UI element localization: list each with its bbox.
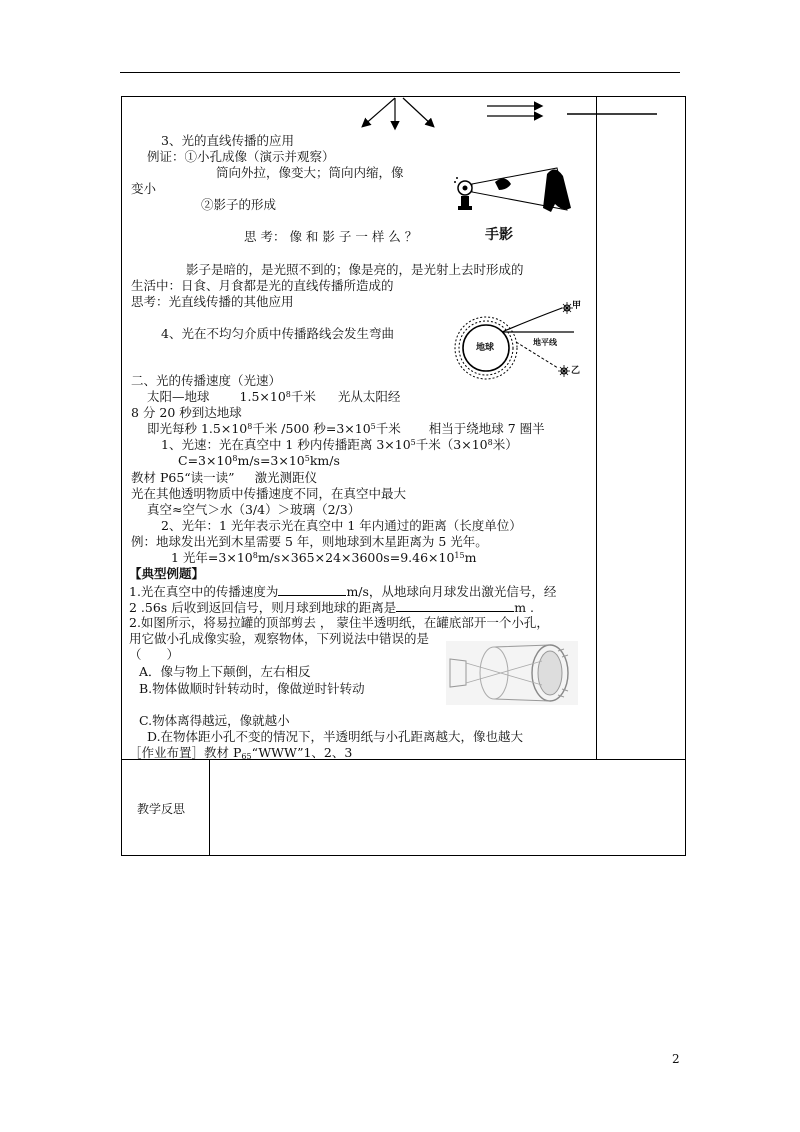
shadow-explanation: 影子是暗的，是光照不到的；像是亮的，是光射上去时形成的 <box>186 262 524 277</box>
equivalent-laps: 相当于绕地球 7 圈半 <box>428 421 545 436</box>
light-rays-figure <box>355 96 675 132</box>
laser-rangefinder: 激光测距仪 <box>254 470 318 485</box>
section-3-shadow: ②影子的形成 <box>201 197 277 212</box>
answer-blank-distance[interactable] <box>396 599 514 612</box>
page-number: 2 <box>672 1052 680 1066</box>
option-b: B.物体做顺时针转动时，像做逆时针转动 <box>139 681 365 696</box>
speed-definition: 1、光速：光在真空中 1 秒内传播距离 $3\times 10^5$千米（$3\times 10^8$米） <box>161 437 518 452</box>
media-compare: 真空≈空气＞水（3/4）＞玻璃（2/3） <box>147 502 361 517</box>
section-3-example: 例证：①小孔成像（演示并观察） <box>147 149 335 164</box>
homework-assignment: ［作业布置］教材 $P_{65}“WWW”1$、2、3 <box>129 745 353 761</box>
light-year-example: 例：地球发出光到木星需要 5 年，则地球到木星距离为 5 光年。 <box>131 534 488 549</box>
question-2-line-1: 2.如图所示，将易拉罐的顶部剪去 ， 蒙住半透明纸，在罐底部开一个小孔， <box>129 615 549 630</box>
fig-label-horizon: 地平线 <box>533 337 557 347</box>
option-a: A．像与物上下颠倒，左右相反 <box>139 664 311 679</box>
section-3-smaller: 变小 <box>131 181 157 196</box>
speed-formula: $C=3\times 10^8m/s=3\times 10^5km/s$ <box>178 453 340 468</box>
eclipse-note: 生活中：日食、月食都是光的直线传播所造成的 <box>131 278 394 293</box>
fig-label-yi: 乙 <box>571 366 581 376</box>
light-year-definition: 2、光年：1 光年表示光在真空中 1 年内通过的距离（长度单位） <box>161 518 522 533</box>
sun-earth-distance: $1.5\times 10^8$千米 <box>239 389 316 404</box>
section-3-heading: 3、光的直线传播的应用 <box>161 133 294 148</box>
question-1-line-1: 1.光在真空中的传播速度为 m/s，从地球向月球发出激光信号，经 <box>129 584 557 599</box>
textbook-reading: 教材 P65“读一读” 激光测距仪 <box>131 470 318 485</box>
option-d: D.在物体距小孔不变的情况下，半透明纸与小孔距离越大，像也越大 <box>147 729 524 744</box>
think-question: 思 考： 像 和 影 子 一 样 么 ？ <box>244 229 418 244</box>
speed-heading: 二、光的传播速度（光速） <box>131 373 282 388</box>
examples-heading: 【典型例题】 <box>129 566 205 581</box>
sun-earth-label: 太阳—地球 <box>147 389 210 404</box>
teaching-reflection-label: 教学反思 <box>137 802 186 816</box>
option-c: C.物体离得越远，像就越小 <box>139 713 290 728</box>
hand-shadow-caption: 手影 <box>485 227 513 243</box>
hand-shadow-figure <box>447 164 585 216</box>
fig-label-jia: 甲 <box>572 301 582 311</box>
answer-blank-speed[interactable] <box>278 583 346 596</box>
fig-label-earth: 地球 <box>476 343 495 353</box>
section-3-pull-push: 筒向外拉，像变大；筒向内缩，像 <box>216 165 404 180</box>
light-from-sun: 光从太阳经 <box>337 389 401 404</box>
table-col-line-left <box>209 759 210 856</box>
question-2-line-2: 用它做小孔成像实验，观察物体，下列说法中错误的是 <box>129 631 430 646</box>
per-second-line: 即光每秒 $1.5\times 10^8$千米 /500 秒$=3\times 10^5$千米 相当于绕地球 7 圈半 <box>147 421 545 436</box>
other-media: 光在其他透明物质中传播速度不同，在真空中最大 <box>131 486 407 501</box>
question-1-line-2: 2 .56s 后收到返回信号，则月球到地球的距离是 m . <box>129 600 535 615</box>
pinhole-can-figure <box>446 641 578 705</box>
header-rule <box>120 72 680 73</box>
other-applications: 思考：光直线传播的其他应用 <box>131 294 294 309</box>
section-4-heading: 4、光在不均匀介质中传播路线会发生弯曲 <box>161 326 394 341</box>
table-col-line-right <box>596 96 597 759</box>
sun-earth-line <box>147 389 400 405</box>
atmospheric-refraction-figure <box>450 298 590 384</box>
light-year-calc: 1 光年$=3\times 10^8m/s\times 365\times 24\times 3600s=9.46\times 10^{15}m$ <box>171 550 477 565</box>
travel-time: 8 分 20 秒到达地球 <box>131 405 242 420</box>
question-2-bracket: （ ） <box>129 647 180 662</box>
